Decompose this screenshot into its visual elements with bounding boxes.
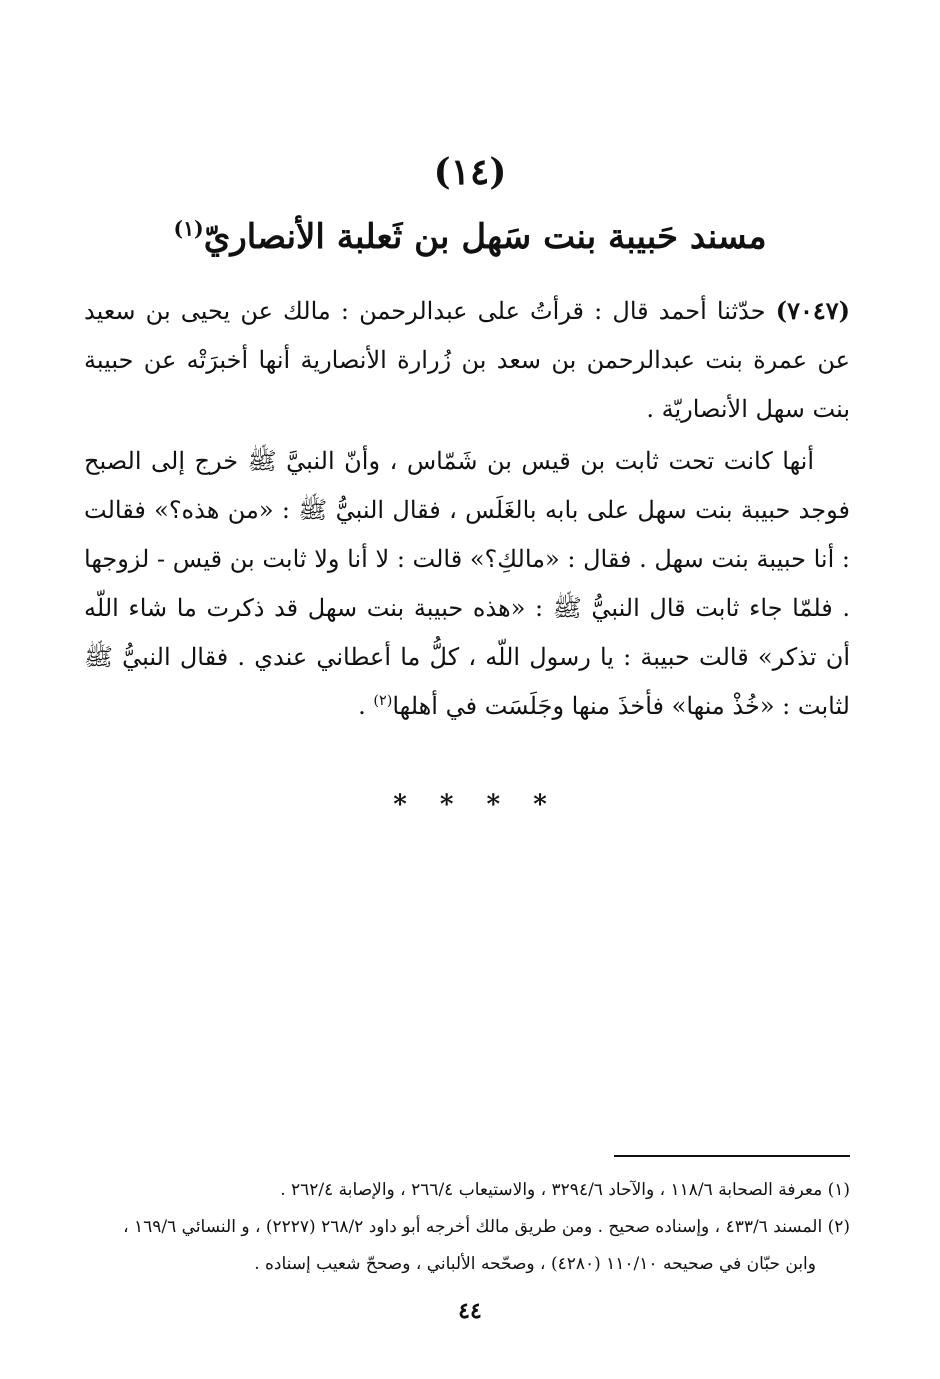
paragraph-2-text: أنها كانت تحت ثابت بن قيس بن شَمّاس ، وأنّ النبيَّ ﷺ خرج إلى الصبح فوجد حبيبة بنت سهل على بابه بالغَلَس ، فقال النبيُّ ﷺ : «من هذه؟» فقالت : أنا حبيبة بنت سهل . فقال : «مالكِ؟» قالت : لا أنا ولا ثابت بن قيس - لزوجها . فلمّا جاء ثابت قال النبيُّ ﷺ : «هذه حبيبة بنت سهل قد ذكرت ما شاء اللّه أن تذكر» قالت حبيبة : يا رسول اللّه ، كلُّ ما أعطاني عندي . فقال النبيُّ ﷺ لثابت : «خُذْ منها» فأخذَ منها وجَلَسَت في أهلها bbox=[84, 447, 850, 720]
paragraph-1 bbox=[84, 286, 850, 434]
chapter-title-text: مسند حَبيبة بنت سَهل بن ثَعلبة الأنصاريّ bbox=[203, 217, 767, 257]
footnote-ref-1: (١) bbox=[173, 216, 204, 241]
section-separator bbox=[0, 790, 940, 820]
chapter-number: (١٤) bbox=[433, 151, 507, 193]
paragraph-2-end: . bbox=[358, 692, 374, 720]
separator-asterisk: * bbox=[486, 790, 501, 820]
footnote-divider bbox=[614, 1155, 850, 1157]
footnote-2-continued: وابن حبّان في صحيحه ١١٠/١٠ (٤٢٨٠) ، وصحّحه الألباني ، وصححّ شعيب إسناده . bbox=[254, 1254, 816, 1274]
footnote-2: (٢) المسند ٤٣٣/٦ ، وإسناده صحيح . ومن طريق مالك أخرجه أبو داود ٢٦٨/٢ (٢٢٢٧) ، و النسائي ١٦٩/٦ ، bbox=[123, 1217, 850, 1237]
separator-asterisk: * bbox=[439, 790, 454, 820]
hadith-number: (٧٠٤٧) bbox=[775, 296, 850, 325]
footnote-ref-2: (٢) bbox=[373, 693, 393, 709]
paragraph-2 bbox=[84, 437, 850, 731]
page-number: ٤٤ bbox=[458, 1298, 482, 1324]
separator-asterisk: * bbox=[533, 790, 547, 820]
footnotes bbox=[70, 1172, 850, 1283]
chapter-title bbox=[60, 210, 880, 264]
paragraph-1-text: حدّثنا أحمد قال : قرأتُ على عبدالرحمن : مالك عن يحيى بن سعيد عن عمرة بنت عبدالرحمن بن سعد بن زُرارة الأنصارية أنها أخبرَتْه عن حبيبة بنت سهل الأنصاريّة . bbox=[84, 297, 850, 423]
footnote-1: (١) معرفة الصحابة ١١٨/٦ ، والآحاد ٣٢٩٤/٦ ، والاستيعاب ٢٦٦/٤ ، والإصابة ٢٦٢/٤ . bbox=[280, 1180, 850, 1200]
separator-asterisk: * bbox=[393, 790, 407, 820]
